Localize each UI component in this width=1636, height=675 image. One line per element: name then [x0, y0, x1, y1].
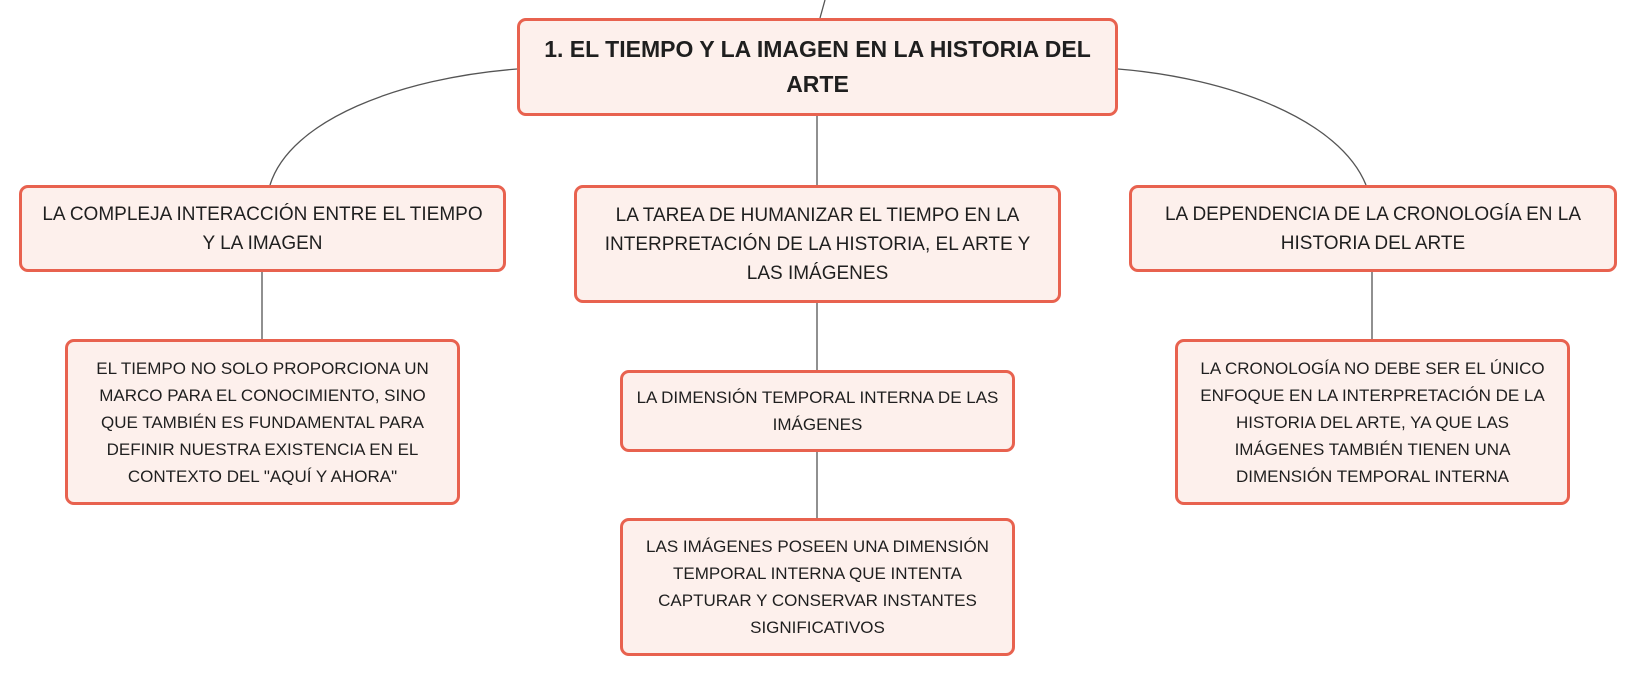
branch-node-humanizar[interactable] — [574, 185, 1061, 303]
subtopic-label: LA CRONOLOGÍA NO DEBE SER EL ÚNICO ENFOQUE EN LA INTERPRETACIÓN DE LA HISTORIA DEL ARTE, YA QUE LAS IMÁGENES TAMBIÉN TIENEN UNA DIMENSIÓN TEMPORAL INTERNA — [1200, 358, 1545, 486]
connector-parent-to-root — [820, 0, 825, 18]
subtopic-node-imagenes-instantes[interactable] — [620, 518, 1015, 656]
connector-root-to-branch-3 — [1118, 69, 1366, 185]
subtopic-label: LA DIMENSIÓN TEMPORAL INTERNA DE LAS IMÁGENES — [636, 388, 999, 434]
branch-label: LA TAREA DE HUMANIZAR EL TIEMPO EN LA INTERPRETACIÓN DE LA HISTORIA, EL ARTE Y LAS IMÁGENES — [604, 204, 1031, 284]
branch-node-cronologia[interactable] — [1129, 185, 1617, 272]
subtopic-label: LAS IMÁGENES POSEEN UNA DIMENSIÓN TEMPORAL INTERNA QUE INTENTA CAPTURAR Y CONSERVAR INSTANTES SIGNIFICATIVOS — [646, 537, 989, 637]
root-topic-node[interactable] — [517, 18, 1118, 116]
subtopic-node-dimension-temporal[interactable] — [620, 370, 1015, 452]
subtopic-label: EL TIEMPO NO SOLO PROPORCIONA UN MARCO PARA EL CONOCIMIENTO, SINO QUE TAMBIÉN ES FUNDAMENTAL PARA DEFINIR NUESTRA EXISTENCIA EN EL CONTEXTO DEL "AQUÍ Y AHORA" — [96, 358, 429, 486]
subtopic-node-cronologia-enfoque[interactable] — [1175, 339, 1570, 505]
subtopic-node-tiempo-marco[interactable] — [65, 339, 460, 505]
branch-label: LA DEPENDENCIA DE LA CRONOLOGÍA EN LA HISTORIA DEL ARTE — [1164, 203, 1582, 254]
connector-root-to-branch-1 — [270, 69, 517, 185]
branch-node-interaccion[interactable] — [19, 185, 506, 272]
branch-label: LA COMPLEJA INTERACCIÓN ENTRE EL TIEMPO Y LA IMAGEN — [42, 203, 483, 254]
root-topic-label: 1. EL TIEMPO Y LA IMAGEN EN LA HISTORIA DEL ARTE — [544, 36, 1091, 97]
